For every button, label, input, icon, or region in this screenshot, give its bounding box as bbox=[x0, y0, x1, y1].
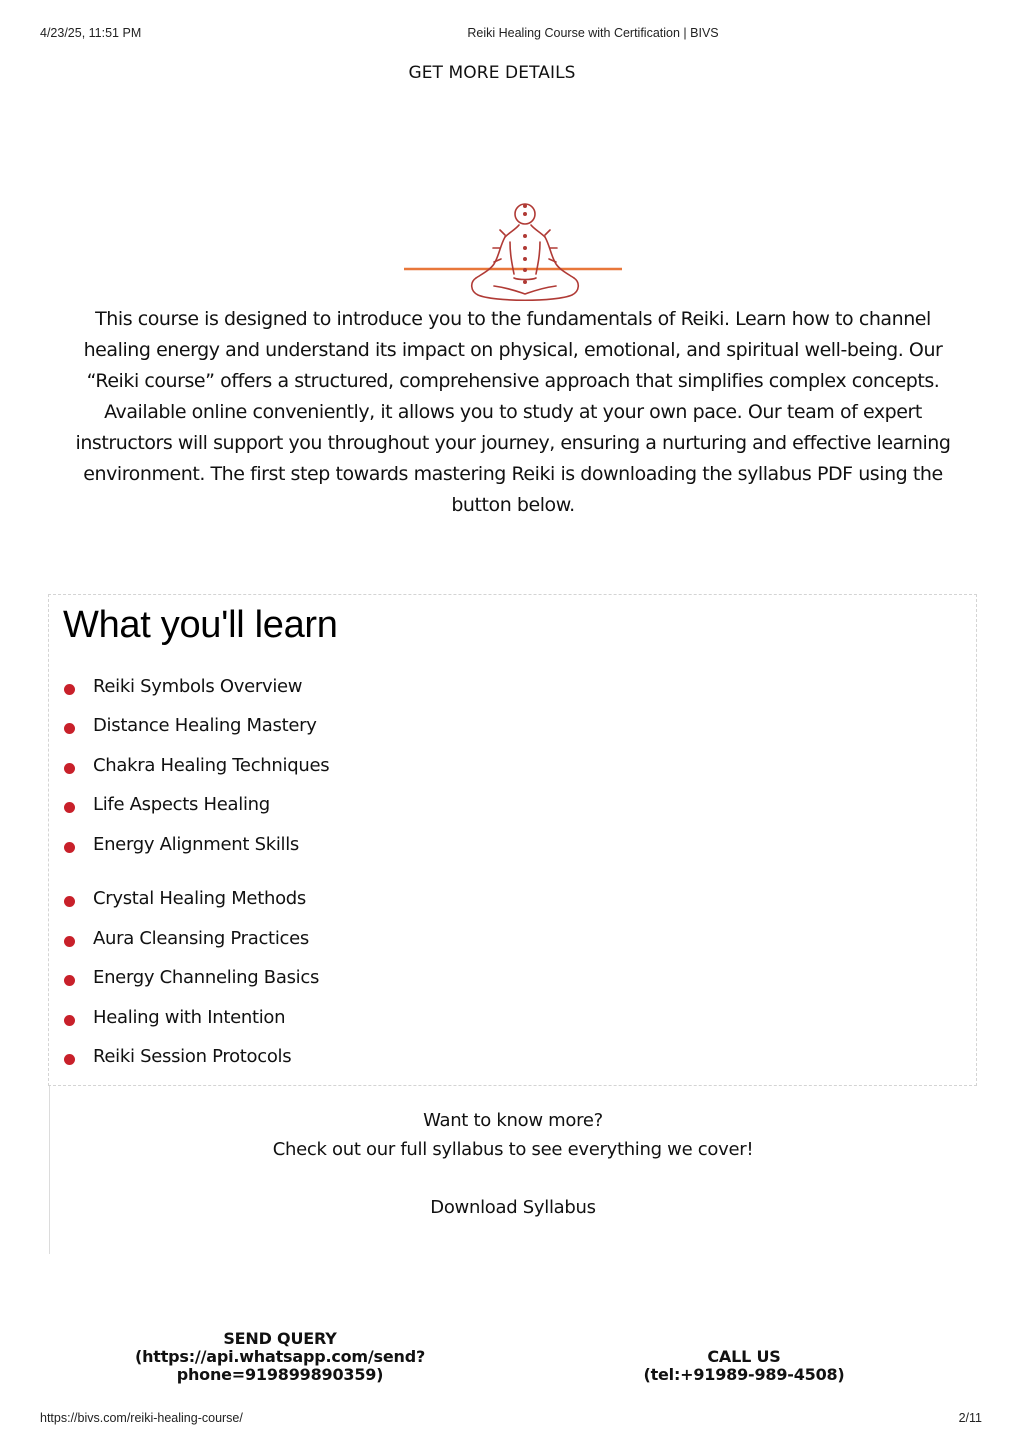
bullet-dot-icon bbox=[64, 763, 75, 774]
bullet-dot-icon bbox=[64, 896, 75, 907]
print-date: 4/23/25, 11:51 PM bbox=[40, 26, 142, 40]
meditation-chakra-icon bbox=[404, 196, 622, 306]
list-item-label: Reiki Symbols Overview bbox=[93, 676, 303, 697]
bullet-dot-icon bbox=[64, 936, 75, 947]
bullet-dot-icon bbox=[64, 842, 75, 853]
call-us-phone: (tel:+91989-989-4508) bbox=[643, 1365, 845, 1384]
list-item-label: Energy Channeling Basics bbox=[93, 967, 320, 988]
list-item-label: Reiki Session Protocols bbox=[93, 1046, 292, 1067]
bullet-dot-icon bbox=[64, 723, 75, 734]
bullet-dot-icon bbox=[64, 684, 75, 695]
cta-subtext: Check out our full syllabus to see everything we cover! bbox=[272, 1139, 754, 1160]
page-number: 2/11 bbox=[958, 1411, 982, 1425]
bullet-dot-icon bbox=[64, 1015, 75, 1026]
print-title: Reiki Healing Course with Certification | BIVS bbox=[467, 26, 719, 40]
list-item-label: Healing with Intention bbox=[93, 1007, 286, 1028]
send-query-url-line1: (https://api.whatsapp.com/send? bbox=[134, 1347, 426, 1366]
call-us-label: CALL US bbox=[707, 1347, 781, 1366]
list-item-label: Energy Alignment Skills bbox=[93, 834, 300, 855]
call-us-link[interactable] bbox=[584, 1348, 904, 1384]
get-more-details-link[interactable]: GET MORE DETAILS bbox=[408, 63, 576, 83]
list-item-label: Chakra Healing Techniques bbox=[93, 755, 330, 776]
print-url: https://bivs.com/reiki-healing-course/ bbox=[40, 1411, 243, 1425]
list-item-label: Crystal Healing Methods bbox=[93, 888, 306, 909]
intro-paragraph: This course is designed to introduce you to the fundamentals of Reiki. Learn how to channel healing energy and understand its impact on physical, emotional, and spiritual well-being. Our “Reiki course” offers a structured, comprehensive approach that simplifies complex concepts. Available online conveniently, it allows you to study at your own pace. Our team of expert instructors will support you throughout your journey, ensuring a nurturing and effective learning environment. The first step towards mastering Reiki is downloading the syllabus PDF using the button below. bbox=[75, 308, 951, 516]
learn-heading: What you'll learn bbox=[63, 604, 338, 646]
send-query-link[interactable] bbox=[120, 1330, 440, 1384]
list-item-label: Distance Healing Mastery bbox=[93, 715, 317, 736]
bullet-dot-icon bbox=[64, 975, 75, 986]
print-footer bbox=[0, 1411, 1024, 1427]
cta-question: Want to know more? bbox=[423, 1110, 603, 1131]
list-item-label: Aura Cleansing Practices bbox=[93, 928, 309, 949]
bullet-dot-icon bbox=[64, 802, 75, 813]
send-query-label: SEND QUERY bbox=[223, 1329, 337, 1348]
print-header bbox=[0, 26, 1024, 42]
download-syllabus-button[interactable]: Download Syllabus bbox=[430, 1197, 596, 1218]
list-item-label: Life Aspects Healing bbox=[93, 794, 270, 815]
send-query-url-line2: phone=919899890359) bbox=[176, 1365, 384, 1384]
bullet-dot-icon bbox=[64, 1054, 75, 1065]
